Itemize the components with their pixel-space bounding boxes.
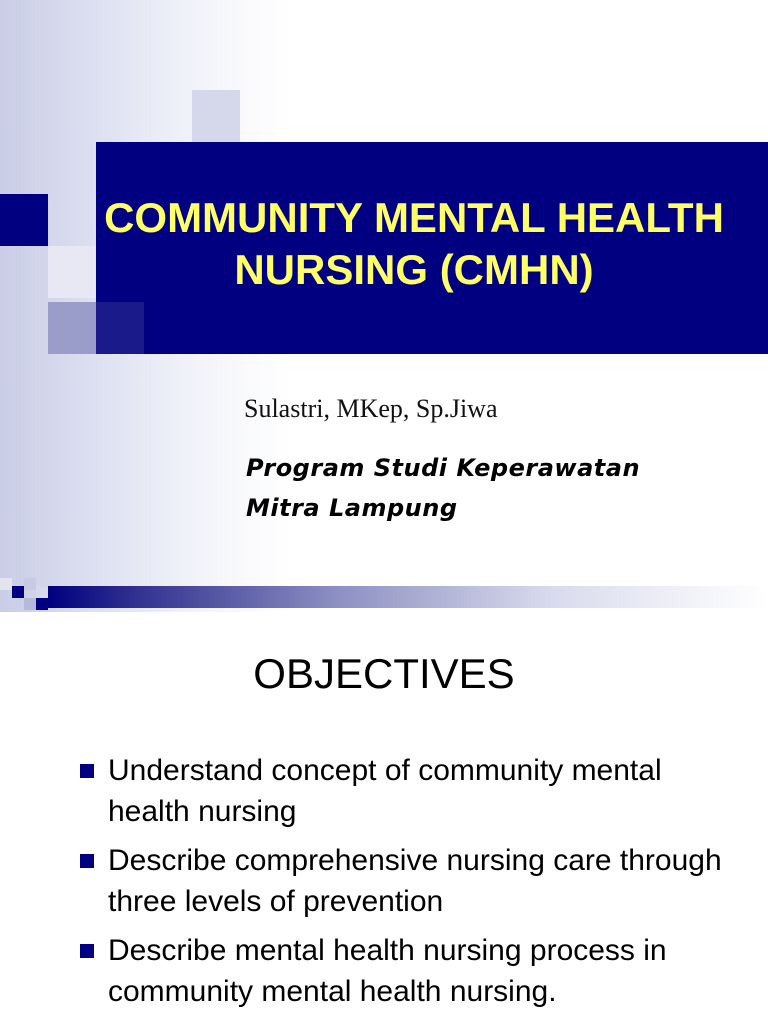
square-bullet-icon bbox=[80, 854, 94, 868]
list-item bbox=[78, 930, 738, 1012]
gradient-footer-bar bbox=[48, 586, 768, 608]
decorative-square bbox=[192, 90, 240, 142]
institution-name bbox=[246, 448, 746, 528]
institution-line: Mitra Lampung bbox=[246, 494, 458, 522]
decorative-square bbox=[0, 578, 12, 590]
list-item bbox=[78, 750, 738, 832]
author-name: Sulastri, MKep, Sp.Jiwa bbox=[244, 394, 498, 423]
square-bullet-icon bbox=[80, 764, 94, 778]
decorative-square bbox=[96, 302, 144, 354]
objective-text: Describe mental health nursing process in community mental health nursing. bbox=[108, 934, 667, 1008]
square-bullet-icon bbox=[80, 944, 94, 958]
institution-line: Program Studi Keperawatan bbox=[246, 454, 641, 482]
objectives-slide bbox=[0, 612, 768, 1024]
objective-text: Understand concept of community mental health nursing bbox=[108, 754, 662, 828]
decorative-square bbox=[36, 586, 48, 598]
decorative-square bbox=[0, 194, 48, 246]
objectives-list bbox=[78, 750, 738, 1020]
slide-title: OBJECTIVES bbox=[253, 650, 515, 697]
decorative-square bbox=[36, 598, 48, 610]
list-item bbox=[78, 840, 738, 922]
objective-text: Describe comprehensive nursing care through three levels of prevention bbox=[108, 844, 722, 918]
decorative-square bbox=[12, 586, 24, 598]
decorative-square bbox=[24, 598, 36, 610]
slide-title: COMMUNITY MENTAL HEALTH NURSING (CMHN) bbox=[104, 194, 724, 293]
decorative-square bbox=[48, 302, 96, 354]
decorative-square bbox=[24, 578, 36, 590]
